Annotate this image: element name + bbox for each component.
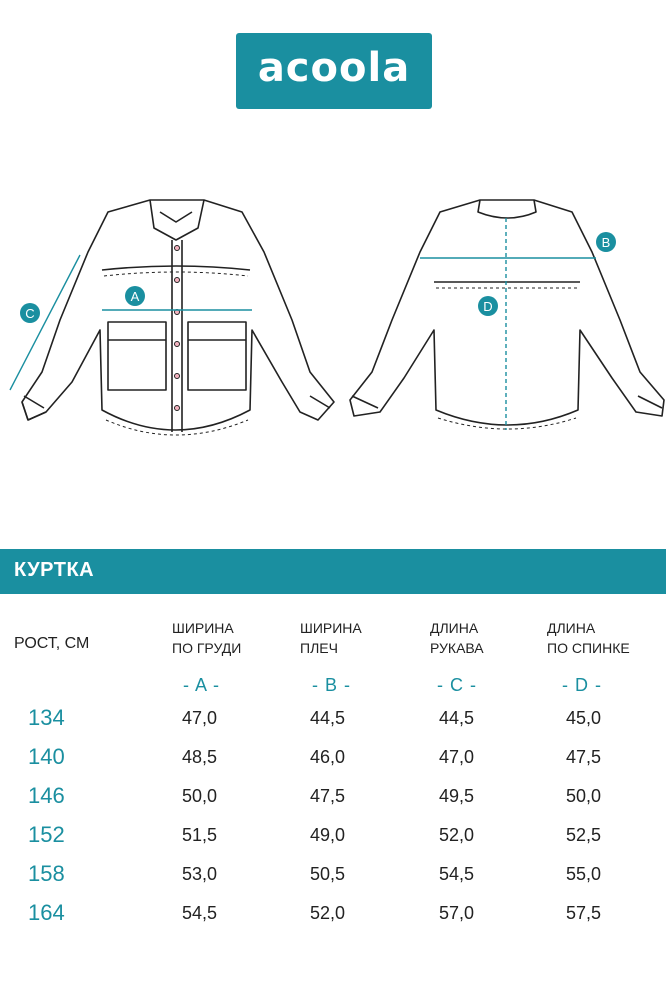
marker-d-label: D — [483, 299, 493, 314]
row-height: 140 — [28, 744, 65, 769]
column-code-c: - C - — [437, 675, 477, 695]
table-row — [0, 705, 666, 737]
section-title: КУРТКА — [14, 559, 95, 581]
row-height: 134 — [28, 705, 65, 730]
front-buttons — [175, 246, 180, 411]
value-c: 57,0 — [439, 903, 475, 923]
marker-b-label: B — [601, 235, 611, 250]
measure-a — [102, 286, 252, 310]
section-banner — [0, 549, 666, 594]
value-b: 50,5 — [310, 864, 346, 884]
value-c: 54,5 — [439, 864, 475, 884]
value-a: 51,5 — [182, 825, 218, 845]
height-header: РОСТ, СМ — [14, 635, 90, 652]
value-d: 50,0 — [566, 786, 602, 806]
jacket-front-drawing — [22, 200, 334, 435]
column-header-d: ДЛИНА ПО СПИНКЕ — [547, 620, 630, 656]
value-b: 47,5 — [310, 786, 346, 806]
value-b: 44,5 — [310, 708, 346, 728]
marker-c-label: C — [25, 306, 35, 321]
measure-c — [10, 255, 80, 390]
marker-a-label: A — [130, 289, 140, 304]
row-height: 152 — [28, 822, 65, 847]
column-code-d: - D - — [562, 675, 602, 695]
value-a: 47,0 — [182, 708, 218, 728]
value-b: 52,0 — [310, 903, 346, 923]
column-header-a: ШИРИНА ПО ГРУДИ — [172, 620, 242, 656]
table-row — [0, 783, 666, 815]
value-d: 47,5 — [566, 747, 602, 767]
measure-d — [478, 218, 506, 430]
row-height: 158 — [28, 861, 65, 886]
jacket-back-drawing — [350, 200, 664, 429]
value-c: 52,0 — [439, 825, 475, 845]
value-b: 49,0 — [310, 825, 346, 845]
value-c: 49,5 — [439, 786, 475, 806]
value-c: 44,5 — [439, 708, 475, 728]
value-b: 46,0 — [310, 747, 346, 767]
column-code-a: - A - — [183, 675, 221, 695]
table-row — [0, 744, 666, 776]
value-d: 55,0 — [566, 864, 602, 884]
garment-drawings — [0, 180, 666, 440]
value-a: 54,5 — [182, 903, 218, 923]
row-height: 164 — [28, 900, 65, 925]
measure-b — [420, 232, 616, 258]
value-d: 45,0 — [566, 708, 602, 728]
value-a: 53,0 — [182, 864, 218, 884]
value-a: 48,5 — [182, 747, 218, 767]
column-header-b: ШИРИНА ПЛЕЧ — [300, 620, 362, 656]
value-d: 52,5 — [566, 825, 602, 845]
table-row — [0, 900, 666, 932]
value-d: 57,5 — [566, 903, 602, 923]
row-height: 146 — [28, 783, 65, 808]
table-row — [0, 861, 666, 893]
brand-logo-text: acoola — [257, 45, 411, 91]
column-header-c: ДЛИНА РУКАВА — [430, 620, 484, 656]
value-c: 47,0 — [439, 747, 475, 767]
brand-logo — [236, 33, 432, 109]
table-row — [0, 822, 666, 854]
column-code-b: - B - — [312, 675, 351, 695]
value-a: 50,0 — [182, 786, 218, 806]
